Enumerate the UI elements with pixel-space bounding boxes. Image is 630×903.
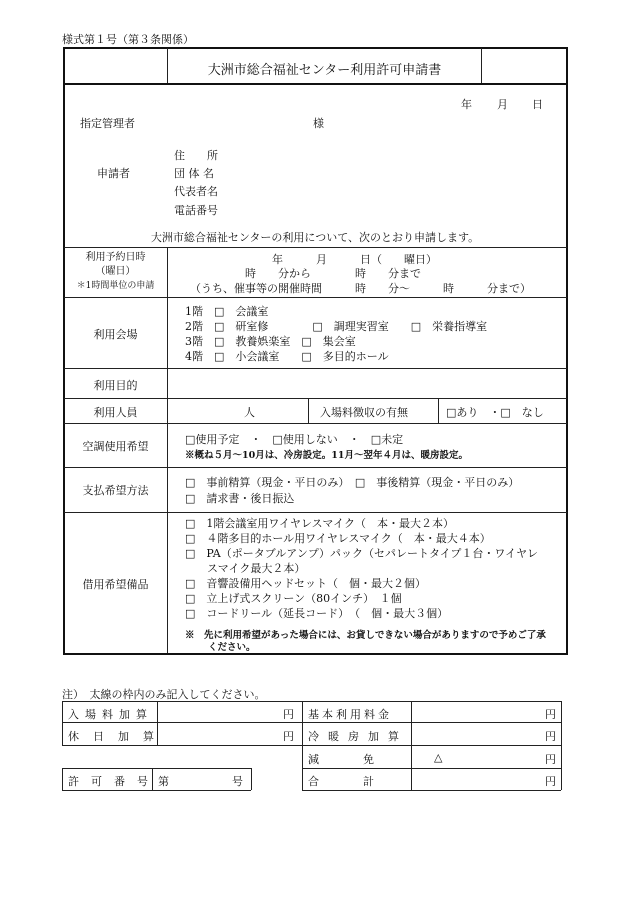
venue-floor-4[interactable]: 4階 □ 小会議室 □ 多目的ホール	[185, 350, 389, 363]
holiday-fee-label: 休日加算	[68, 730, 168, 743]
date-year: 年	[461, 98, 472, 111]
purpose-label: 利用目的	[93, 379, 138, 392]
equipment-label: 借用希望備品	[82, 578, 149, 591]
payment-line-1[interactable]: □ 事前精算（現金・平日のみ） □ 事後精算（現金・平日のみ）	[185, 476, 520, 489]
equipment-item-cord-reel[interactable]: □ コードリール（延長コード） （ 個・最大３個）	[185, 607, 449, 620]
aircon-label: 空調使用希望	[82, 440, 149, 453]
venue-floor-3[interactable]: 3階 □ 教養娯楽室 □ 集会室	[185, 335, 356, 348]
applicant-label: 申請者	[97, 167, 130, 180]
base-fee-yen: 円	[545, 708, 556, 721]
total-yen: 円	[545, 775, 556, 788]
reservation-date-line: 年 月 日（ 曜日）	[272, 253, 437, 266]
venue-floor-2[interactable]: 2階 □ 研室修 □ 調理実習室 □ 栄養指導室	[185, 320, 488, 333]
reservation-event-time-line: （うち、催事等の開催時間 時 分〜 時 分まで）	[190, 282, 531, 295]
aircon-options[interactable]: □使用予定 ・ □使用しない ・ □未定	[185, 433, 404, 446]
equipment-note-2: ください。	[208, 642, 256, 653]
equipment-item-mic-1f[interactable]: □ 1階会議室用ワイヤレスマイク（ 本・最大２本）	[185, 517, 454, 530]
entry-fee-label: 入場料加算	[68, 708, 153, 721]
permit-number-label: 許可番号	[68, 775, 160, 788]
equipment-item-screen[interactable]: □ 立上げ式スクリーン（80インチ） １個	[185, 592, 402, 605]
payment-label: 支払希望方法	[82, 484, 149, 497]
form-title: 大洲市総合福祉センター利用許可申請書	[207, 63, 442, 78]
users-label: 利用人員	[93, 406, 138, 419]
payment-line-2[interactable]: □ 請求書・後日振込	[185, 492, 295, 505]
equipment-item-pa-cont: スマイク最大２本）	[185, 562, 306, 575]
permit-number-suffix: 号	[232, 775, 243, 788]
manager-label: 指定管理者	[80, 117, 135, 130]
manager-suffix: 様	[313, 117, 324, 130]
fee-collection-options[interactable]: □あり ・□ なし	[446, 406, 544, 419]
form-number: 様式第１号（第３条関係）	[62, 33, 194, 46]
hvac-fee-yen: 円	[545, 730, 556, 743]
reduction-delta: △	[434, 751, 443, 764]
venue-floor-1[interactable]: 1階 □ 会議室	[185, 305, 269, 318]
footnote: 注） 太線の枠内のみ記入してください。	[62, 688, 266, 701]
fee-collection-label: 入場料徴収の有無	[320, 406, 408, 419]
reduction-label: 減 免	[308, 753, 374, 766]
total-label: 合 計	[308, 775, 374, 788]
aircon-note: ※概ね５月〜10月は、冷房設定。11月〜翌年４月は、暖房設定。	[185, 450, 468, 461]
equipment-item-pa[interactable]: □ PA（ポータブルアンプ）パック（セパレートタイプ１台・ワイヤレ	[185, 547, 538, 560]
applicant-phone-label: 電話番号	[174, 204, 218, 217]
reduction-yen: 円	[545, 753, 556, 766]
date-month: 月	[497, 98, 508, 111]
reservation-label: 利用予約日時 （曜日） ＊1時間単位の申請	[76, 252, 155, 291]
holiday-fee-yen: 円	[283, 730, 294, 743]
purpose-input[interactable]	[180, 377, 560, 393]
applicant-group-label: 団 体 名	[174, 167, 214, 180]
equipment-note-1: ※ 先に利用希望があった場合には、お貸しできない場合がありますので予めご了承	[185, 630, 546, 641]
base-fee-label: 基本利用料金	[308, 708, 392, 721]
equipment-item-headset[interactable]: □ 音響設備用ヘッドセット（ 個・最大２個）	[185, 577, 427, 590]
reservation-time-line: 時 分から 時 分まで	[245, 267, 421, 280]
entry-fee-yen: 円	[283, 708, 294, 721]
applicant-address-label: 住 所	[174, 149, 218, 162]
applicant-representative-label: 代表者名	[174, 185, 218, 198]
permit-number-prefix: 第	[158, 775, 169, 788]
users-unit: 人	[244, 406, 255, 419]
equipment-item-mic-4f[interactable]: □ ４階多目的ホール用ワイヤレスマイク（ 本・最大４本）	[185, 532, 491, 545]
venue-label: 利用会場	[93, 328, 138, 341]
date-day: 日	[532, 98, 543, 111]
application-statement: 大洲市総合福祉センターの利用について、次のとおり申請します。	[150, 231, 480, 244]
hvac-fee-label: 冷暖房加算	[308, 730, 408, 743]
